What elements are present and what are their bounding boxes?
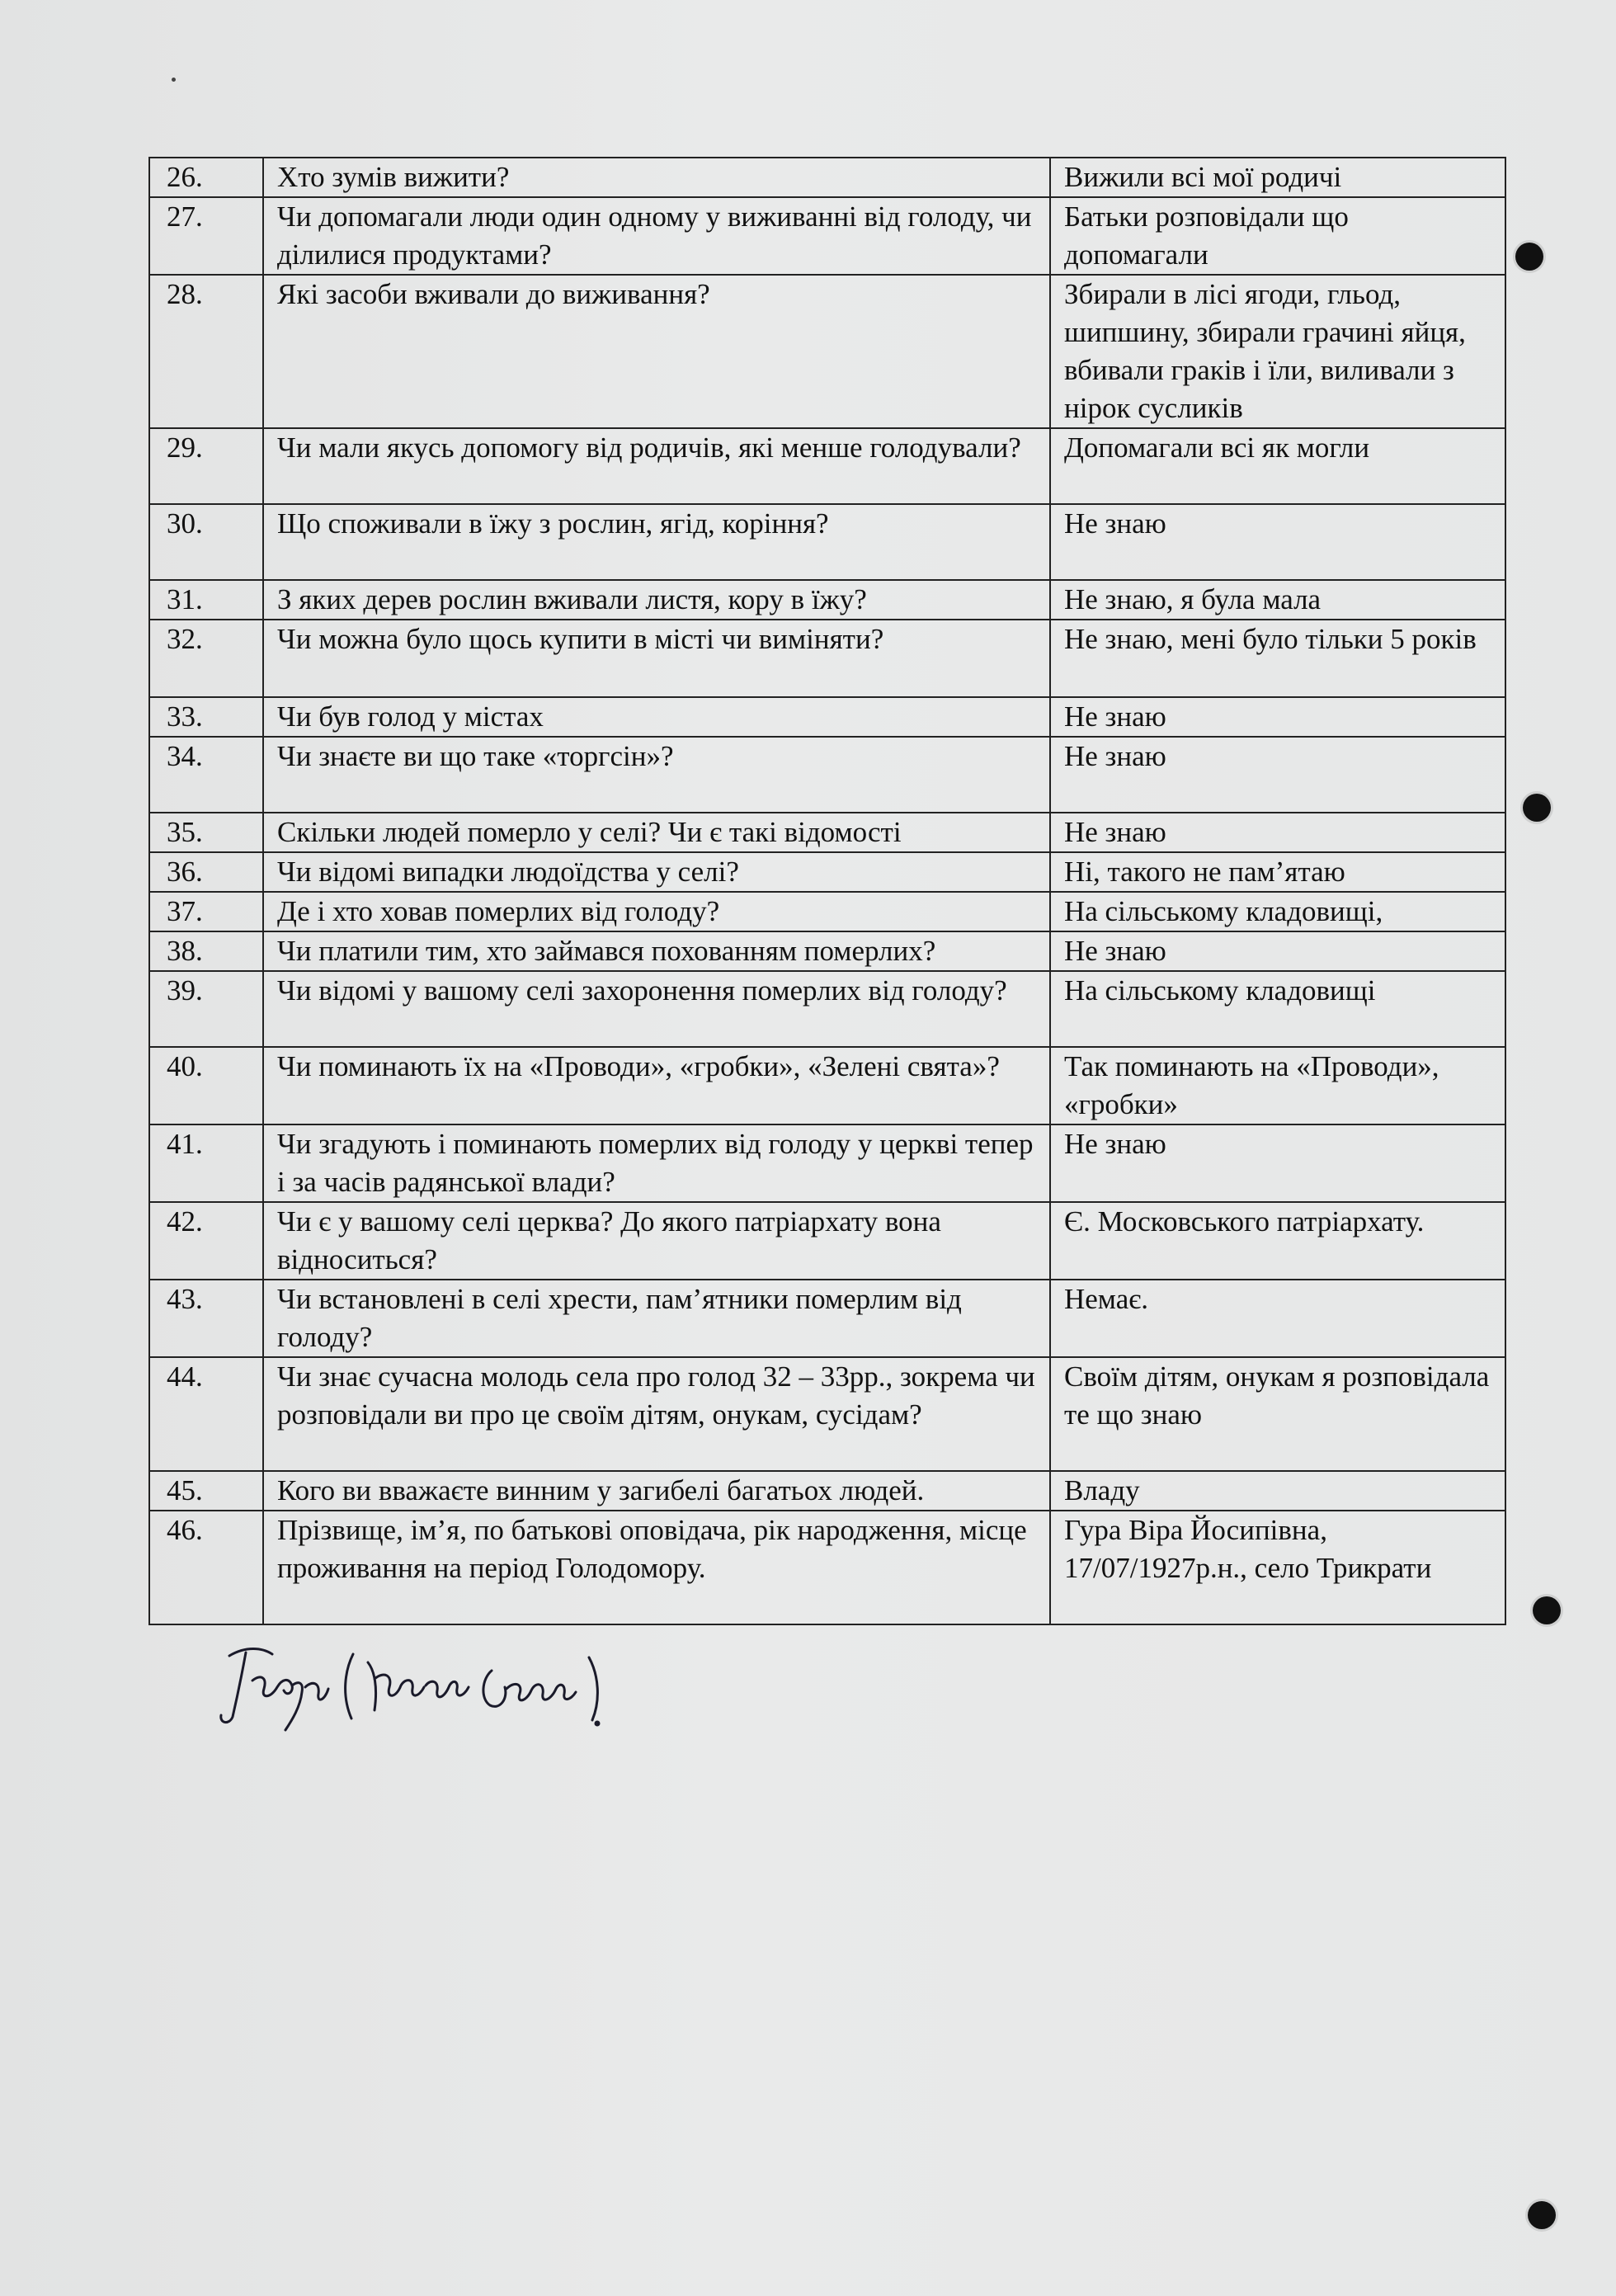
row-number: 29.: [149, 428, 263, 504]
table-row: [149, 1357, 1505, 1471]
answer-cell: Вижили всі мої родичі: [1050, 158, 1505, 197]
table-row: [149, 1471, 1505, 1511]
row-number: 44.: [149, 1357, 263, 1471]
questionnaire-table: [148, 157, 1506, 1625]
answer-cell: Не знаю, я була мала: [1050, 580, 1505, 620]
answer-cell: Не знаю: [1050, 813, 1505, 852]
table-row: [149, 737, 1505, 813]
question-cell: Чи знає сучасна молодь села про голод 32 – 33рр., зокрема чи розповідали ви про це своїм дітям, онукам, сусідам?: [263, 1357, 1050, 1471]
punch-hole: [1523, 794, 1551, 822]
table-row: [149, 852, 1505, 892]
row-number: 32.: [149, 620, 263, 697]
row-number: 26.: [149, 158, 263, 197]
answer-cell: Не знаю: [1050, 697, 1505, 737]
question-cell: Де і хто ховав померлих від голоду?: [263, 892, 1050, 931]
punch-hole: [1515, 243, 1543, 271]
question-cell: Які засоби вживали до виживання?: [263, 275, 1050, 428]
answer-cell: Немає.: [1050, 1280, 1505, 1357]
answer-cell: Не знаю: [1050, 1124, 1505, 1202]
table-row: [149, 158, 1505, 197]
table-row: [149, 1280, 1505, 1357]
table-row: [149, 1511, 1505, 1624]
table-row: [149, 971, 1505, 1047]
table-row: [149, 504, 1505, 580]
table-row: [149, 580, 1505, 620]
question-cell: Скільки людей померло у селі? Чи є такі відомості: [263, 813, 1050, 852]
answer-cell: Не знаю: [1050, 931, 1505, 971]
punch-hole: [1533, 1596, 1561, 1624]
table-row: [149, 697, 1505, 737]
answer-cell: На сільському кладовищі,: [1050, 892, 1505, 931]
answer-cell: Своїм дітям, онукам я розповідала те що знаю: [1050, 1357, 1505, 1471]
handwritten-signature: [213, 1638, 609, 1737]
row-number: 40.: [149, 1047, 263, 1124]
row-number: 27.: [149, 197, 263, 275]
table-row: [149, 813, 1505, 852]
row-number: 31.: [149, 580, 263, 620]
row-number: 35.: [149, 813, 263, 852]
row-number: 45.: [149, 1471, 263, 1511]
row-number: 37.: [149, 892, 263, 931]
question-cell: Чи допомагали люди один одному у виживанні від голоду, чи ділилися продуктами?: [263, 197, 1050, 275]
row-number: 43.: [149, 1280, 263, 1357]
answer-cell: Допомагали всі як могли: [1050, 428, 1505, 504]
answer-cell: Не знаю: [1050, 504, 1505, 580]
table-row: [149, 428, 1505, 504]
table-row: [149, 1202, 1505, 1280]
question-cell: Чи мали якусь допомогу від родичів, які менше голодували?: [263, 428, 1050, 504]
question-cell: Чи згадують і поминають померлих від голоду у церкві тепер і за часів радянської влади?: [263, 1124, 1050, 1202]
question-cell: Чи є у вашому селі церква? До якого патріархату вона відноситься?: [263, 1202, 1050, 1280]
question-cell: Що споживали в їжу з рослин, ягід, коріння?: [263, 504, 1050, 580]
row-number: 46.: [149, 1511, 263, 1624]
question-cell: Чи платили тим, хто займався похованням померлих?: [263, 931, 1050, 971]
row-number: 30.: [149, 504, 263, 580]
question-cell: Чи відомі у вашому селі захоронення померлих від голоду?: [263, 971, 1050, 1047]
row-number: 39.: [149, 971, 263, 1047]
answer-cell: Є. Московського патріархату.: [1050, 1202, 1505, 1280]
table-row: [149, 275, 1505, 428]
answer-cell: Гура Віра Йосипівна, 17/07/1927р.н., село Трикрати: [1050, 1511, 1505, 1624]
table-row: [149, 931, 1505, 971]
answer-cell: Батьки розповідали що допомагали: [1050, 197, 1505, 275]
answer-cell: Ні, такого не пам’ятаю: [1050, 852, 1505, 892]
answer-cell: Так поминають на «Проводи», «гробки»: [1050, 1047, 1505, 1124]
question-cell: Чи був голод у містах: [263, 697, 1050, 737]
answer-cell: Владу: [1050, 1471, 1505, 1511]
row-number: 28.: [149, 275, 263, 428]
answer-cell: Не знаю: [1050, 737, 1505, 813]
question-cell: Хто зумів вижити?: [263, 158, 1050, 197]
row-number: 33.: [149, 697, 263, 737]
table-row: [149, 892, 1505, 931]
answer-cell: На сільському кладовищі: [1050, 971, 1505, 1047]
table-row: [149, 620, 1505, 697]
question-cell: Чи встановлені в селі хрести, пам’ятники померлим від голоду?: [263, 1280, 1050, 1357]
question-cell: Чи знаєте ви що таке «торгсін»?: [263, 737, 1050, 813]
table-row: [149, 197, 1505, 275]
row-number: 42.: [149, 1202, 263, 1280]
row-number: 34.: [149, 737, 263, 813]
row-number: 38.: [149, 931, 263, 971]
punch-hole: [1528, 2201, 1556, 2229]
question-cell: З яких дерев рослин вживали листя, кору в їжу?: [263, 580, 1050, 620]
question-cell: Чи поминають їх на «Проводи», «гробки», «Зелені свята»?: [263, 1047, 1050, 1124]
answer-cell: Не знаю, мені було тільки 5 років: [1050, 620, 1505, 697]
table-row: [149, 1047, 1505, 1124]
question-cell: Чи відомі випадки людоїдства у селі?: [263, 852, 1050, 892]
answer-cell: Збирали в лісі ягоди, гльод, шипшину, збирали грачині яйця, вбивали граків і їли, виливали з нірок сусликів: [1050, 275, 1505, 428]
paper-speck: [172, 78, 176, 82]
question-cell: Прізвище, ім’я, по батькові оповідача, рік народження, місце проживання на період Голодомору.: [263, 1511, 1050, 1624]
table-row: [149, 1124, 1505, 1202]
row-number: 41.: [149, 1124, 263, 1202]
question-cell: Кого ви вважаєте винним у загибелі багатьох людей.: [263, 1471, 1050, 1511]
row-number: 36.: [149, 852, 263, 892]
question-cell: Чи можна було щось купити в місті чи виміняти?: [263, 620, 1050, 697]
